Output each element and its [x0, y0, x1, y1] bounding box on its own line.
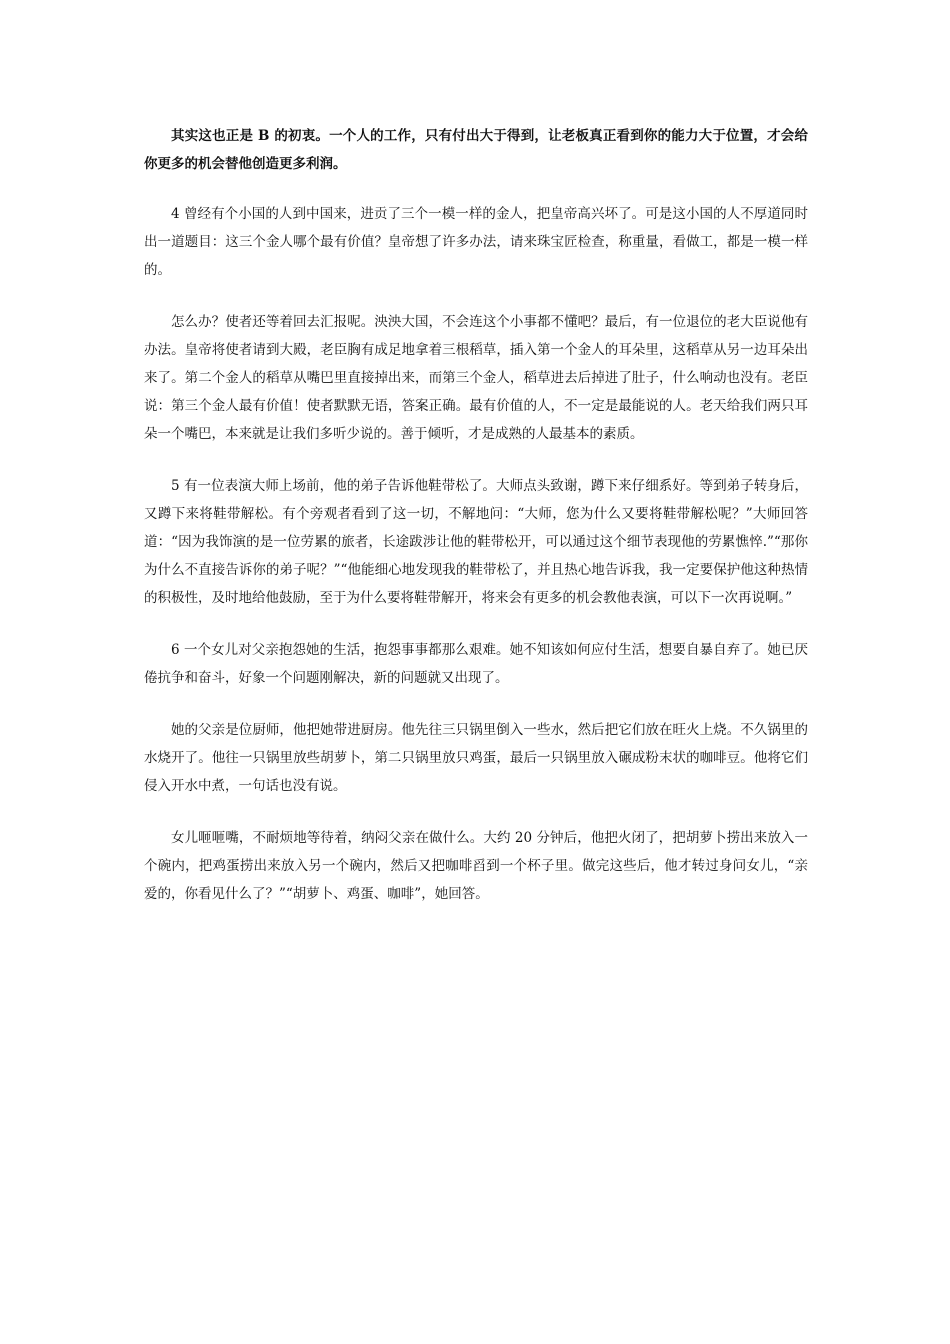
paragraph-story-5: 5 有一位表演大师上场前，他的弟子告诉他鞋带松了。大师点头致谢，蹲下来仔细系好。等到弟子转身后，又蹲下来将鞋带解松。有个旁观者看到了这一切，不解地问：“大师，您为什么又要将鞋带解松呢？”大师回答道：“因为我饰演的是一位劳累的旅者，长途跋涉让他的鞋带松开，可以通过这个细节表现他的劳累憔悴.”“那你为什么不直接告诉你的弟子呢？”“他能细心地发现我的鞋带松了，并且热心地告诉我，我一定要保护他这种热情的积极性，及时地给他鼓励，至于为什么要将鞋带解开，将来会有更多的机会教他表演，可以下一次再说啊。”	[144, 478, 808, 606]
paragraph-story-6-kitchen: 她的父亲是位厨师，他把她带进厨房。他先往三只锅里倒入一些水，然后把它们放在旺火上烧。不久锅里的水烧开了。他往一只锅里放些胡萝卜，第二只锅里放只鸡蛋，最后一只锅里放入碾成粉末状的咖啡豆。他将它们侵入开水中煮，一句话也没有说。	[144, 722, 808, 794]
paragraph-story-6-waiting: 女儿咂咂嘴，不耐烦地等待着，纳闷父亲在做什么。大约 20 分钟后，他把火闭了，把胡萝卜捞出来放入一个碗内，把鸡蛋捞出来放入另一个碗内，然后又把咖啡舀到一个杯子里。做完这些后，他才转过身问女儿，“亲爱的，你看见什么了？”“胡萝卜、鸡蛋、咖啡”，她回答。	[144, 830, 808, 902]
paragraph-story-4: 4 曾经有个小国的人到中国来，进贡了三个一模一样的金人，把皇帝高兴坏了。可是这小国的人不厚道同时出一道题目：这三个金人哪个最有价值？皇帝想了许多办法，请来珠宝匠检查，称重量，看做工，都是一模一样的。	[144, 206, 808, 278]
paragraph-story-4-continued: 怎么办？使者还等着回去汇报呢。泱泱大国，不会连这个小事都不懂吧？最后，有一位退位的老大臣说他有办法。皇帝将使者请到大殿，老臣胸有成足地拿着三根稻草，插入第一个金人的耳朵里，这稻草从另一边耳朵出来了。第二个金人的稻草从嘴巴里直接掉出来，而第三个金人，稻草进去后掉进了肚子，什么响动也没有。老臣说：第三个金人最有价值！使者默默无语，答案正确。最有价值的人，不一定是最能说的人。老天给我们两只耳朵一个嘴巴，本来就是让我们多听少说的。善于倾听，才是成熟的人最基本的素质。	[144, 314, 808, 442]
paragraph-intro-bold: 其实这也正是 B 的初衷。一个人的工作，只有付出大于得到，让老板真正看到你的能力大于位置，才会给你更多的机会替他创造更多利润。	[144, 128, 808, 172]
paragraph-story-6: 6 一个女儿对父亲抱怨她的生活，抱怨事事都那么艰难。她不知该如何应付生活，想要自暴自弃了。她已厌倦抗争和奋斗，好象一个问题刚解决，新的问题就又出现了。	[144, 642, 808, 686]
document-body	[144, 122, 808, 932]
